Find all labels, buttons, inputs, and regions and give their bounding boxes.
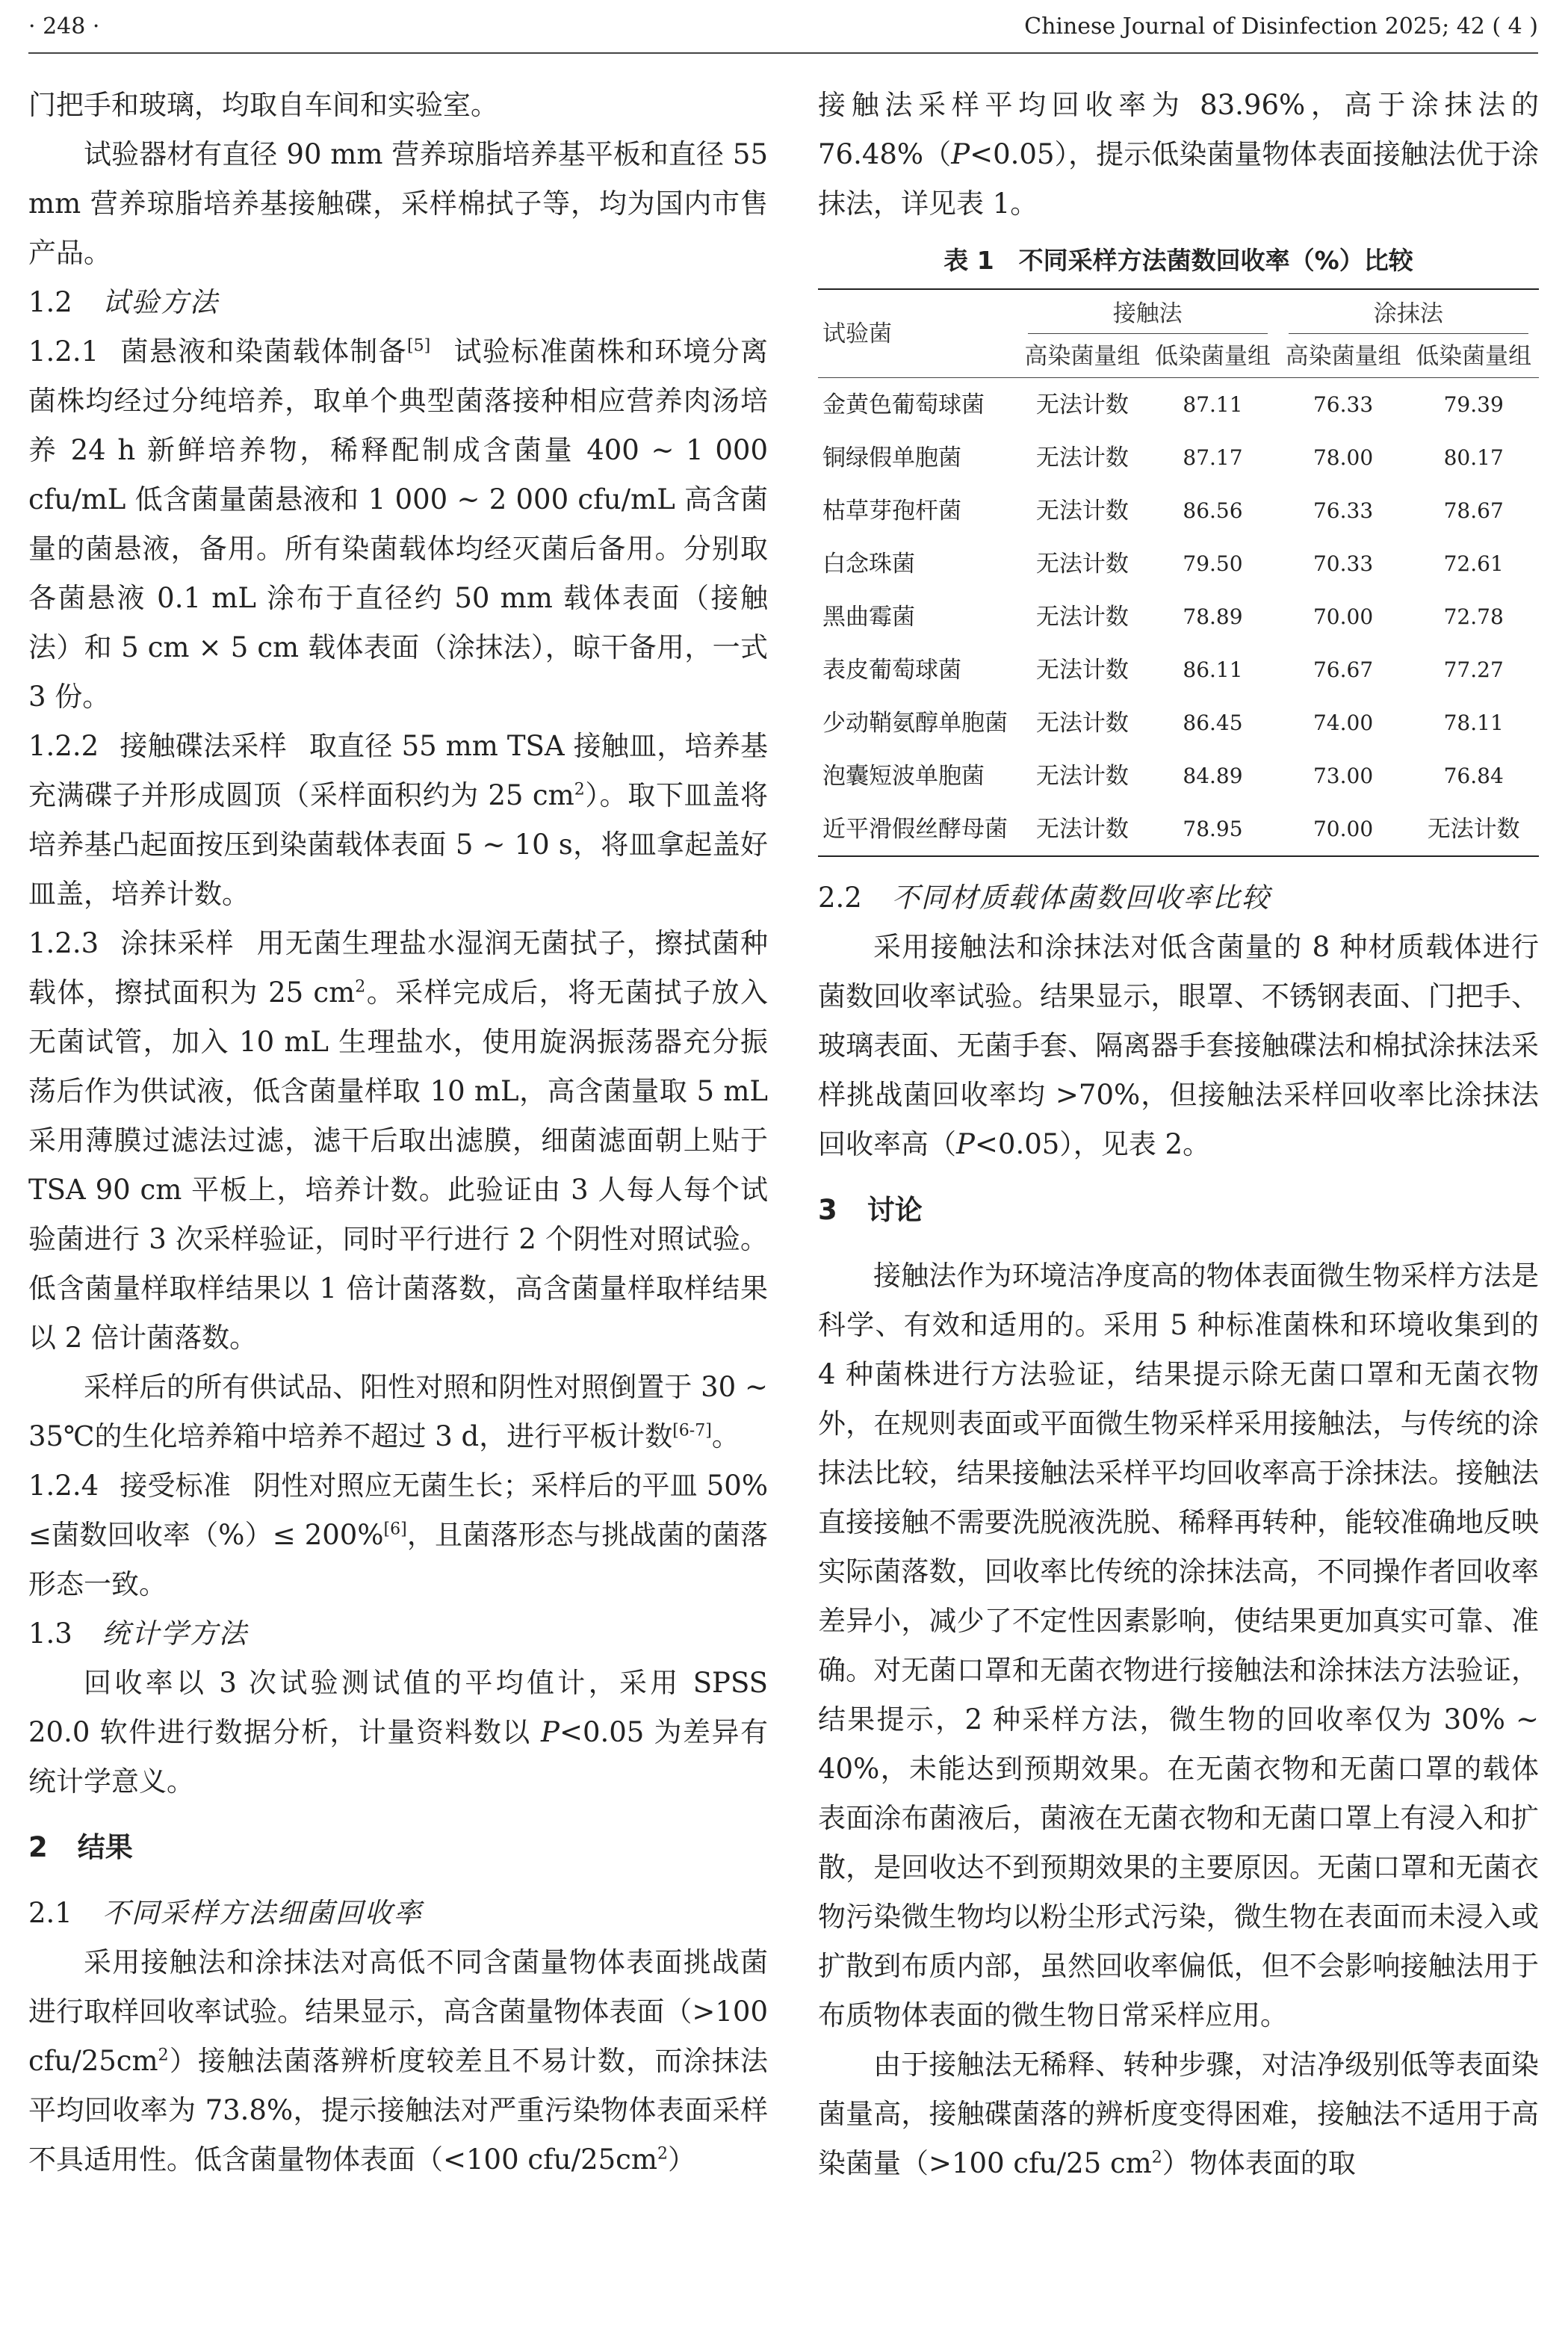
strain-name: 白念珠菌: [822, 550, 915, 578]
subsection-1-2-4: [28, 1461, 768, 1609]
subsection-1-2-3: [28, 919, 768, 1363]
subsection-body: ，且菌落形态与挑战菌的菌落形态一致。: [28, 1519, 769, 1600]
paragraph-text: 采用接触法和涂抹法对高低不同含菌量物体表面挑战菌进行取样回收率试验。结果显示，高含菌量物体表面（>100 cfu/25cm: [28, 1946, 768, 2077]
table-cell: 无法计数: [1035, 762, 1129, 790]
table-cell: 76.33: [1313, 391, 1374, 417]
p-symbol: P: [541, 1716, 560, 1748]
section-heading-1-3: [28, 1609, 768, 1659]
table-cell: 无法计数: [1427, 815, 1520, 843]
paragraph-text: ）接触法菌落辨析度较差且不易计数，而涂抹法平均回收率为 73.8%，提示接触法对严重污染物体表面采样不具适用性。低含菌量物体表面（<100 cfu/25cm: [28, 2045, 768, 2176]
paragraph-text: 接触法采样平均回收率为 83.96%，高于涂抹法的 76.48%（: [818, 89, 1539, 170]
table-cell: 76.33: [1313, 498, 1374, 523]
table-cell: 78.11: [1443, 710, 1504, 735]
strain-name: 黑曲霉菌: [822, 603, 915, 631]
paragraph-text: 。: [711, 1420, 740, 1452]
subsection-title: 接触碟法采样: [120, 730, 287, 762]
section-heading-1-2: [28, 278, 768, 327]
recovery-rate-table: [818, 288, 1539, 857]
table-cell: 74.00: [1313, 710, 1374, 735]
journal-name: Chinese Journal of Disinfection 2025; 42 ( 4 ): [1024, 13, 1538, 40]
table-row: [818, 590, 1539, 643]
table-cell: 70.00: [1313, 604, 1374, 629]
table-cell: 79.50: [1183, 551, 1243, 576]
table-row: [818, 696, 1539, 749]
citation: [6]: [383, 1520, 407, 1539]
superscript: 2: [574, 780, 585, 799]
strain-name: 表皮葡萄球菌: [822, 656, 961, 684]
paragraph: 门把手和玻璃，均取自车间和实验室。: [28, 89, 498, 121]
table-title: 表 1 不同采样方法菌数回收率（%）比较: [943, 246, 1413, 275]
table-cell: 77.27: [1443, 657, 1504, 682]
table-row: [818, 802, 1539, 856]
table-cell: 86.45: [1183, 710, 1243, 735]
table-row: [818, 484, 1539, 537]
superscript: 2: [1151, 2148, 1162, 2167]
table-cell: 无法计数: [1035, 815, 1129, 843]
subsection-number: 1.2.1: [28, 335, 99, 368]
subsection-body: 。采样完成后，将无菌拭子放入无菌试管，加入 10 mL 生理盐水，使用旋涡振荡器充分振荡后作为供试液，低含菌量样取 10 mL，高含菌量取 5 mL 采用薄膜过滤法过滤，滤干后取出滤膜，细菌滤面朝上贴于 TSA 90 cm 平板上，培养计数。此验证由 3 人每人每个试验菌进行 3 次采样验证，同时平行进行 2 个阴性对照试验。低含菌量样取样结果以 1 倍计菌落数，高含菌量样取样结果以 2 倍计菌落数。: [28, 976, 768, 1354]
section-title: 结果: [77, 1831, 133, 1863]
table-cell: 无法计数: [1035, 709, 1129, 737]
subsection-number: 1.2.3: [28, 927, 99, 959]
subsection-1-2-1: [28, 327, 768, 722]
subsection-title: 菌悬液和染菌载体制备: [120, 335, 407, 368]
strain-name: 枯草芽孢杆菌: [822, 497, 961, 524]
section-number: 1.2: [28, 286, 72, 318]
table-cell: 78.95: [1183, 816, 1243, 841]
section-title: 讨论: [867, 1194, 923, 1226]
table-cell: 86.56: [1183, 498, 1243, 523]
table-cell: 78.89: [1183, 604, 1243, 629]
table-row: [818, 749, 1539, 802]
column-header: 低染菌量组: [1408, 338, 1539, 378]
table-cell: 73.00: [1313, 763, 1374, 788]
table-cell: 无法计数: [1035, 550, 1129, 578]
table-cell: 87.11: [1183, 391, 1243, 417]
citation: [5]: [407, 336, 431, 356]
table-cell: 80.17: [1443, 445, 1504, 470]
strain-name: 金黄色葡萄球菌: [822, 391, 985, 418]
paragraph-text: 由于接触法无稀释、转种步骤，对洁净级别低等表面染菌量高，接触碟菌落的辨析度变得困难，接触法不适用于高染菌量（>100 cfu/25 cm: [818, 2049, 1539, 2179]
running-header: [28, 7, 1538, 54]
paragraph: [28, 1363, 768, 1461]
subsection-body: 阴性对照应无菌生长；采样后的平皿 50% ≤菌数回收率（%）≤ 200%: [28, 1470, 768, 1551]
paragraph-text: 采用接触法和涂抹法对低含菌量的 8 种材质载体进行菌数回收率试验。结果显示，眼罩、不锈钢表面、门把手、玻璃表面、无菌手套、隔离器手套接触碟法和棉拭涂抹法采样挑战菌回收率均 >70%，但接触法采样回收率比涂抹法回收率高（: [818, 931, 1539, 1160]
table-cell: 70.00: [1313, 816, 1374, 841]
strain-name: 泡囊短波单胞菌: [822, 762, 985, 790]
section-heading-2-1: [28, 1889, 768, 1938]
table-cell: 无法计数: [1035, 656, 1129, 684]
p-symbol: P: [951, 138, 970, 170]
subsection-number: 1.2.2: [28, 730, 99, 762]
table-cell: 72.78: [1443, 604, 1504, 629]
table-cell: 无法计数: [1035, 391, 1129, 418]
subsection-body: 取直径 55 mm TSA 接触皿，培养基充满碟子并形成圆顶（采样面积约为 25 cm: [28, 730, 769, 811]
table-cell: 87.17: [1183, 445, 1243, 470]
section-number: 3: [818, 1194, 837, 1226]
column-header: 高染菌量组: [1278, 338, 1409, 378]
paragraph: [818, 2040, 1539, 2188]
table-cell: 70.33: [1313, 551, 1374, 576]
section-title: 试验方法: [102, 286, 219, 318]
section-heading-2-2: [818, 873, 1539, 923]
paragraph: [818, 923, 1539, 1169]
subsection-1-2-2: [28, 722, 768, 919]
left-column: [28, 81, 768, 2185]
section-heading-3: [818, 1186, 1539, 1235]
group-header-contact: 接触法: [1017, 289, 1278, 338]
table-cell: 无法计数: [1035, 497, 1129, 524]
paragraph-text: <0.05 为差异有统计学意义。: [28, 1716, 768, 1798]
subsection-title: 接受标准: [120, 1470, 232, 1502]
paragraph-text: <0.05），见表 2。: [974, 1128, 1211, 1160]
strain-name: 近平滑假丝酵母菌: [822, 815, 1008, 843]
paragraph: 试验器材有直径 90 mm 营养琼脂培养基平板和直径 55 mm 营养琼脂培养基接触碟，采样棉拭子等，均为国内市售产品。: [28, 138, 768, 269]
subsection-title: 涂抹采样: [120, 927, 235, 959]
section-number: 2.1: [28, 1897, 72, 1929]
superscript: 2: [355, 977, 366, 997]
paragraph-text: ）: [667, 2143, 695, 2176]
group-header-swab: 涂抹法: [1278, 289, 1539, 338]
table-cell: 76.67: [1313, 657, 1374, 682]
section-heading-2: [28, 1823, 768, 1872]
table-row: [818, 537, 1539, 590]
paragraph-text: 采样后的所有供试品、阳性对照和阴性对照倒置于 30 ~ 35℃的生化培养箱中培养不超过 3 d，进行平板计数: [28, 1371, 768, 1452]
table-cell: 78.00: [1313, 445, 1374, 470]
table-cell: 无法计数: [1035, 444, 1129, 471]
table-row: [818, 643, 1539, 696]
superscript: 2: [657, 2144, 668, 2164]
table-cell: 72.61: [1443, 551, 1504, 576]
table-cell: 76.84: [1443, 763, 1504, 788]
subsection-body: ）。取下皿盖将培养基凸起面按压到染菌载体表面 5 ~ 10 s，将皿拿起盖好皿盖，培养计数。: [28, 779, 769, 910]
row-header: 试验菌: [818, 289, 1017, 378]
section-number: 2.2: [818, 882, 862, 914]
table-row: [818, 431, 1539, 484]
page-number: · 248 ·: [28, 13, 100, 40]
section-number: 2: [28, 1831, 48, 1863]
strain-name: 少动鞘氨醇单胞菌: [822, 709, 1008, 737]
paragraph-text: 回收率以 3 次试验测试值的平均值计，采用 SPSS 20.0 软件进行数据分析，计量资料数以: [28, 1667, 768, 1748]
superscript: 2: [158, 2046, 169, 2065]
citation: [6-7]: [672, 1421, 712, 1440]
table-cell: 79.39: [1443, 391, 1504, 417]
paragraph: [28, 1938, 768, 2185]
subsection-number: 1.2.4: [28, 1470, 99, 1502]
paragraph: [818, 81, 1539, 229]
table-cell: 84.89: [1183, 763, 1243, 788]
table-cell: 无法计数: [1035, 603, 1129, 631]
section-title: 不同采样方法细菌回收率: [102, 1897, 423, 1929]
column-header: 低染菌量组: [1147, 338, 1278, 378]
strain-name: 铜绿假单胞菌: [822, 444, 961, 471]
section-number: 1.3: [28, 1618, 72, 1650]
table-cell: 78.67: [1443, 498, 1504, 523]
right-column: [818, 81, 1539, 2188]
paragraph: 接触法作为环境洁净度高的物体表面微生物采样方法是科学、有效和适用的。采用 5 种标准菌株和环境收集到的 4 种菌株进行方法验证，结果提示除无菌口罩和无菌衣物外，在规则表面或平面微生物采样采用接触法，与传统的涂抹法比较，结果接触法采样平均回收率高于涂抹法。接触法直接接触不需要洗脱液洗脱、稀释再转种，能较准确地反映实际菌落数，回收率比传统的涂抹法高，不同操作者回收率差异小，减少了不定性因素影响，使结果更加真实可靠、准确。对无菌口罩和无菌衣物进行接触法和涂抹法方法验证，结果提示，2 种采样方法，微生物的回收率仅为 30% ~ 40%，未能达到预期效果。在无菌衣物和无菌口罩的载体表面涂布菌液后，菌液在无菌衣物和无菌口罩上有浸入和扩散，是回收达不到预期效果的主要原因。无菌口罩和无菌衣物污染微生物均以粉尘形式污染，微生物在表面而未浸入或扩散到布质内部，虽然回收率偏低，但不会影响接触法用于布质物体表面的微生物日常采样应用。: [818, 1260, 1539, 2031]
section-title: 不同材质载体菌数回收率比较: [891, 882, 1271, 914]
section-title: 统计学方法: [102, 1618, 248, 1650]
subsection-body: 试验标准菌株和环境分离菌株均经过分纯培养，取单个典型菌落接种相应营养肉汤培养 24 h 新鲜培养物，稀释配制成含菌量 400 ~ 1 000 cfu/mL 低含菌量菌悬液和 1 000 ~ 2 000 cfu/mL 高含菌量的菌悬液，备用。所有染菌载体均经灭菌后备用。分别取各菌悬液 0.1 mL 涂布于直径约 50 mm 载体表面（接触法）和 5 cm × 5 cm 载体表面（涂抹法），晾干备用，一式 3 份。: [28, 335, 769, 713]
subsection-body: 用无菌生理盐水湿润无菌拭子，擦拭菌种载体，擦拭面积为 25 cm: [28, 927, 769, 1009]
paragraph-text: <0.05），提示低染菌量物体表面接触法优于涂抹法，详见表 1。: [818, 138, 1539, 220]
paragraph-text: ）物体表面的取: [1162, 2147, 1356, 2179]
table-cell: 86.11: [1183, 657, 1243, 682]
p-symbol: P: [956, 1128, 975, 1160]
column-header: 高染菌量组: [1017, 338, 1148, 378]
table-row: [818, 378, 1539, 432]
paragraph: [28, 1659, 768, 1807]
